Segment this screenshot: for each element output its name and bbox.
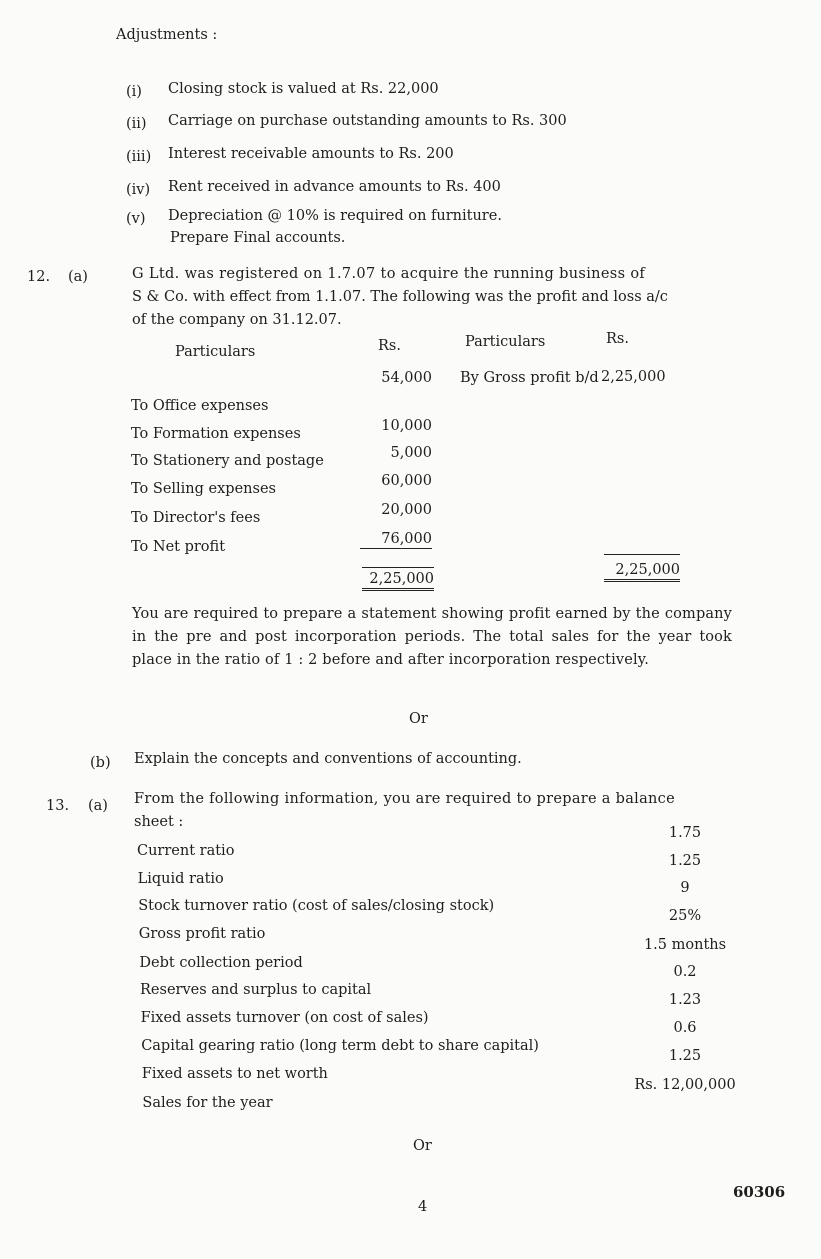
- debit-particular: To Stationery and postage: [131, 453, 324, 469]
- adjustment-text: Carriage on purchase outstanding amounts to Rs. 300: [168, 113, 567, 129]
- ratio-value: 1.5 months: [643, 937, 727, 953]
- adjustment-text: Closing stock is valued at Rs. 22,000: [168, 81, 439, 97]
- adjustment-number: (ii): [126, 116, 147, 132]
- credit-amount: 2,25,000: [601, 369, 666, 385]
- debit-amount: 76,000: [360, 530, 432, 549]
- table-header: Rs.: [378, 338, 401, 354]
- q13-intro-cont: sheet :: [134, 814, 184, 830]
- ratio-label: Gross profit ratio: [138, 926, 266, 942]
- total-debit: 2,25,000: [362, 567, 434, 591]
- q12-part-a-label: (a): [68, 269, 88, 285]
- ratio-label: Liquid ratio: [137, 871, 224, 887]
- question-number-13: 13.: [46, 798, 70, 814]
- q12-question-text: You are required to prepare a statement showing profit earned by the company in the pre and post incorporation periods. The total sales for the year took place in the ratio of 1 : 2 before and after incorporation respectively.: [132, 606, 732, 668]
- adjustment-number: (iv): [126, 182, 151, 198]
- or-separator: Or: [409, 711, 428, 727]
- question-number-12: 12.: [27, 269, 51, 285]
- adjustment-number: (i): [126, 84, 142, 100]
- ratio-label: Fixed assets to net worth: [141, 1066, 328, 1082]
- ratio-value: 1.25: [668, 853, 702, 869]
- ratio-label: Debt collection period: [139, 955, 303, 971]
- ratio-value: 0.2: [673, 964, 697, 980]
- ratio-value: 1.23: [668, 992, 702, 1008]
- ratio-value: 1.25: [668, 1048, 702, 1064]
- ratio-label: Capital gearing ratio (long term debt to share capital): [141, 1038, 539, 1054]
- ratio-value: 9: [680, 880, 690, 896]
- ratio-label: Fixed assets turnover (on cost of sales): [140, 1010, 429, 1026]
- paper-code: 60306: [733, 1183, 786, 1201]
- debit-particular: To Net profit: [131, 539, 226, 555]
- page-number: 4: [418, 1199, 428, 1215]
- credit-particular: By Gross profit b/d: [460, 370, 599, 386]
- debit-particular: To Director's fees: [131, 510, 261, 526]
- adjustment-text: Depreciation @ 10% is required on furniture.: [168, 208, 502, 224]
- adjustments-instruction: Prepare Final accounts.: [170, 230, 346, 246]
- debit-amount: 54,000: [381, 370, 432, 386]
- debit-amount: 60,000: [381, 473, 432, 489]
- ratio-label: Stock turnover ratio (cost of sales/closing stock): [138, 898, 495, 914]
- q12-intro-line: G Ltd. was registered on 1.7.07 to acquire the running business of: [132, 266, 646, 282]
- debit-particular: To Formation expenses: [131, 426, 301, 442]
- q13-part-a-label: (a): [88, 798, 108, 814]
- total-credit: 2,25,000: [604, 554, 680, 582]
- q12-part-b-label: (b): [90, 755, 111, 771]
- ratio-label: Sales for the year: [142, 1095, 273, 1111]
- ratio-value: Rs. 12,00,000: [634, 1077, 736, 1093]
- adjustment-number: (iii): [126, 149, 152, 165]
- table-header: Rs.: [606, 331, 629, 347]
- debit-amount: 5,000: [390, 445, 432, 461]
- table-header: Particulars: [465, 334, 546, 350]
- ratio-value: 25%: [668, 908, 702, 924]
- ratio-label: Current ratio: [137, 843, 235, 859]
- adjustment-text: Rent received in advance amounts to Rs. 400: [168, 179, 501, 195]
- debit-particular: To Office expenses: [131, 398, 269, 414]
- ratio-value: 1.75: [668, 825, 702, 841]
- debit-particular: To Selling expenses: [131, 481, 276, 497]
- debit-amount: 20,000: [381, 502, 432, 518]
- debit-amount: 10,000: [381, 418, 432, 434]
- adjustment-text: Interest receivable amounts to Rs. 200: [168, 146, 454, 162]
- q12-intro-line: of the company on 31.12.07.: [132, 312, 342, 328]
- adjustment-number: (v): [126, 211, 146, 227]
- table-header: Particulars: [175, 344, 256, 360]
- or-separator: Or: [413, 1138, 432, 1154]
- adjustments-heading: Adjustments :: [116, 27, 218, 43]
- ratio-value: 0.6: [673, 1020, 697, 1036]
- q13-intro: From the following information, you are required to prepare a balance: [134, 791, 675, 807]
- q12-part-b-text: Explain the concepts and conventions of accounting.: [134, 751, 522, 767]
- ratio-label: Reserves and surplus to capital: [140, 982, 372, 998]
- q12-intro-line: S & Co. with effect from 1.1.07. The following was the profit and loss a/c: [132, 289, 668, 305]
